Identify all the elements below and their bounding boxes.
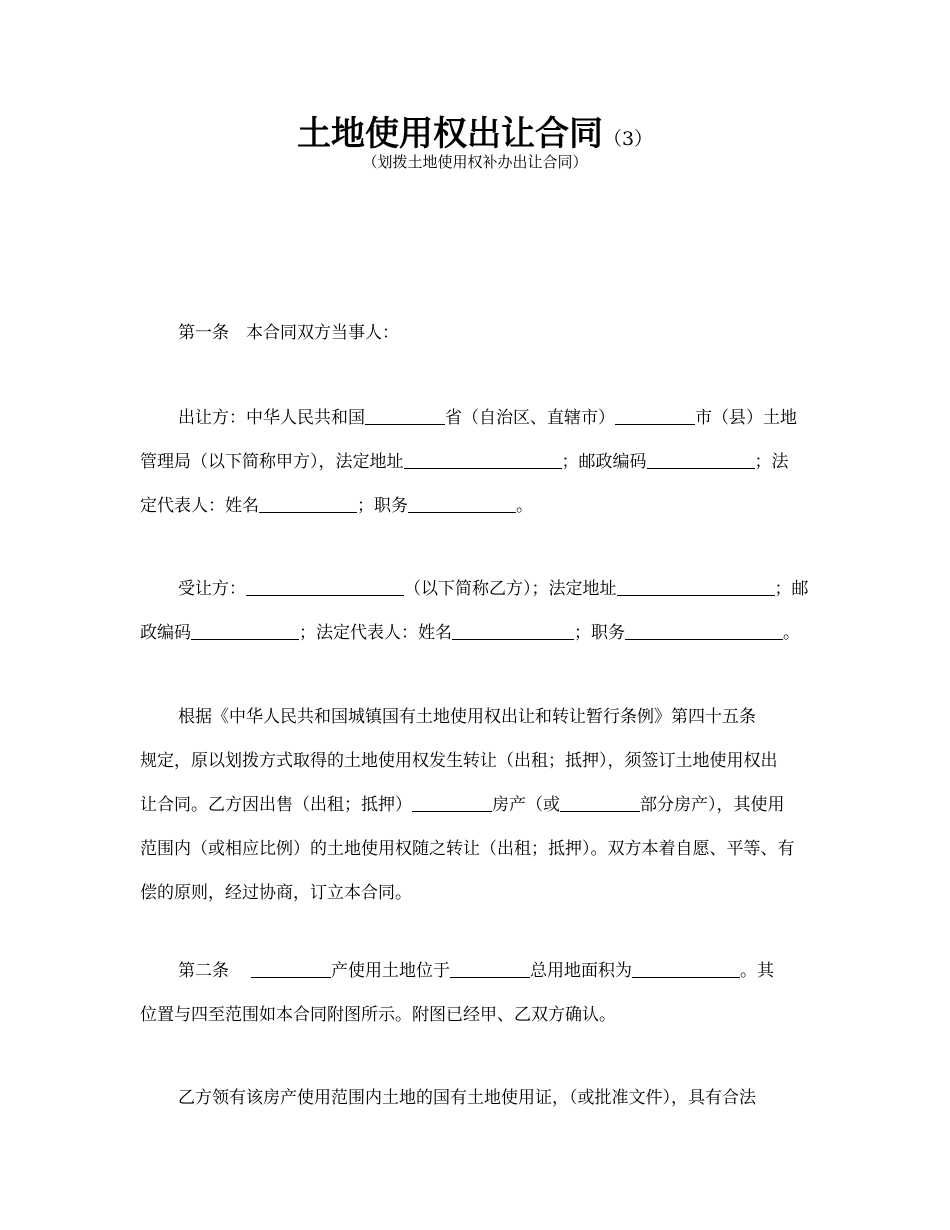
title-text: 土地使用权出让合同 <box>296 114 603 154</box>
basis-text-3a: 让合同。乙方因出售（出租；抵押） <box>140 795 412 815</box>
title-number: （3） <box>602 128 654 150</box>
grantor-text-8: ；职务 <box>357 496 408 516</box>
blank-grantor-rep-title <box>408 492 516 513</box>
basis-line-5: 偿的原则，经过协商，订立本合同。 <box>140 883 412 903</box>
grantee-text-4: 政编码 <box>140 623 191 643</box>
basis-line-2: 规定，原以划拨方式取得的土地使用权发生转让（出租；抵押），须签订土地使用权出 <box>140 751 778 771</box>
title-block <box>0 112 950 172</box>
basis-line-4: 范围内（或相应比例）的土地使用权随之转让（出租；抵押）。双方本着自愿、平等、有 <box>140 839 795 859</box>
blank-total-area <box>632 957 740 978</box>
article-2-text-3: 。其 <box>740 961 774 981</box>
blank-grantor-address <box>404 448 562 469</box>
blank-grantor-rep-name <box>259 492 357 513</box>
blank-grantee-rep-name <box>452 619 574 640</box>
subtitle: （划拨土地使用权补办出让合同） <box>362 153 588 171</box>
article-2-line-2: 位置与四至范围如本合同附图所示。附图已经甲、乙双方确认。 <box>140 1005 616 1025</box>
article-2-text-2: 总用地面积为 <box>530 961 632 981</box>
blank-property <box>412 791 492 812</box>
grantee-text-3: ；邮 <box>774 579 809 599</box>
blank-grantee-name <box>246 575 404 596</box>
grantor-text-9: 。 <box>516 496 533 516</box>
grantor-text-4: 管理局（以下简称甲方），法定地址 <box>140 452 404 472</box>
basis-paragraph <box>140 702 812 908</box>
grantee-text-1: 受让方： <box>178 579 246 599</box>
blank-partial-property <box>560 791 640 812</box>
grantee-text-5: ；法定代表人：姓名 <box>299 623 452 643</box>
blank-grantee-postcode <box>191 619 299 640</box>
certificate-line-1: 乙方领有该房产使用范围内土地的国有土地使用证，（或批准文件），具有合法 <box>178 1088 756 1108</box>
article-2-label: 第二条 <box>178 961 229 981</box>
certificate-paragraph <box>140 1083 812 1113</box>
grantor-paragraph <box>140 403 812 521</box>
grantor-text-7: 定代表人：姓名 <box>140 496 259 516</box>
article-1-text: 第一条 本合同双方当事人： <box>178 323 399 343</box>
grantor-text-5: ；邮政编码 <box>561 452 647 472</box>
blank-province <box>365 404 445 425</box>
grantor-text-3: 市（县）土地 <box>695 408 797 428</box>
article-2-paragraph <box>140 956 812 1030</box>
grantee-text-2: （以下简称乙方）；法定地址 <box>404 579 617 599</box>
blank-grantee-rep-title <box>625 619 783 640</box>
grantor-text-1: 出让方：中华人民共和国 <box>178 408 365 428</box>
basis-text-3c: 部分房产），其使用 <box>640 795 785 815</box>
basis-text-3b: 房产（或 <box>492 795 560 815</box>
grantee-paragraph <box>140 574 812 648</box>
article-1-heading <box>140 318 812 348</box>
grantor-text-2: 省（自治区、直辖市） <box>445 408 615 428</box>
basis-line-1: 根据《中华人民共和国城镇国有土地使用权出让和转让暂行条例》第四十五条 <box>178 707 756 727</box>
page-title <box>0 112 950 156</box>
grantor-text-6: ；法 <box>754 452 789 472</box>
blank-city <box>615 404 695 425</box>
blank-location <box>450 957 530 978</box>
blank-property-type <box>251 957 331 978</box>
blank-grantee-address <box>617 575 775 596</box>
article-2-text-1: 产使用土地位于 <box>331 961 450 981</box>
blank-grantor-postcode <box>647 448 755 469</box>
grantee-text-7: 。 <box>783 623 800 643</box>
grantee-text-6: ；职务 <box>574 623 625 643</box>
